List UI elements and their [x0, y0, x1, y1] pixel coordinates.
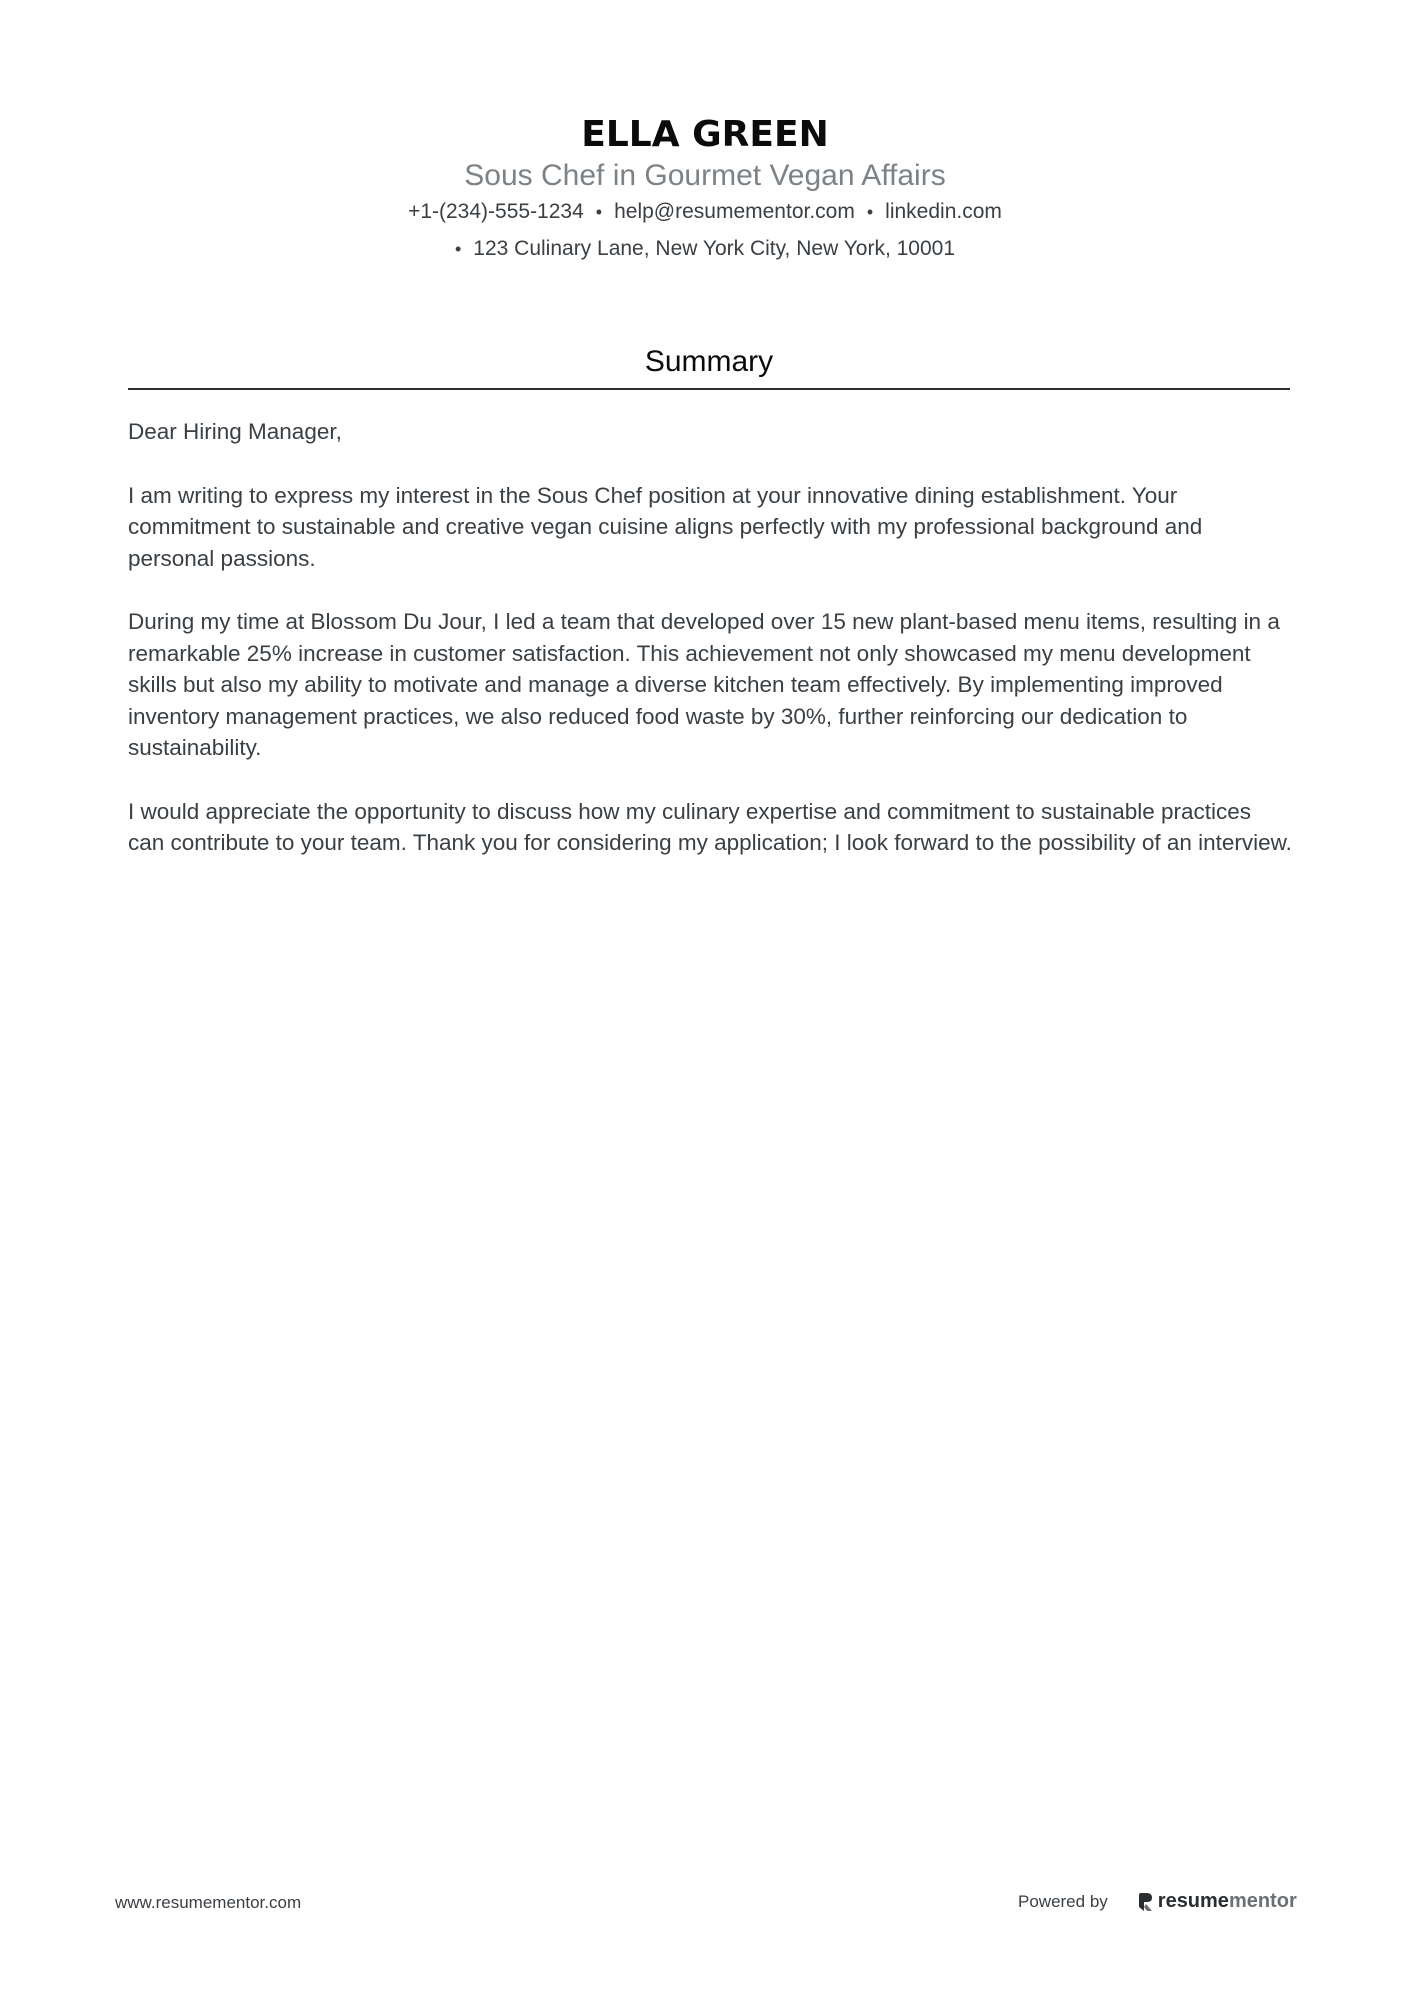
- logo-text-bold: resume: [1157, 1890, 1229, 1912]
- contact-line: [0, 198, 1410, 226]
- letter-body: [128, 416, 1292, 891]
- phone-number: +1-(234)-555-1234: [408, 200, 584, 223]
- letter-paragraph: I am writing to express my interest in the Sous Chef position at your innovative dining establishment. Your commitment to sustainable and creative vegan cuisine aligns perfectly with my professional background and personal passions.: [128, 482, 1203, 571]
- logo-text-light: mentor: [1228, 1890, 1297, 1912]
- section-divider: [128, 388, 1290, 390]
- contact-separator: •: [595, 202, 603, 222]
- letter-paragraph: During my time at Blossom Du Jour, I led a team that developed over 15 new plant-based menu items, resulting in a remarkable 25% increase in customer satisfaction. This achievement not only showcased my menu development skills but also my ability to motivate and manage a diverse kitchen team effectively. By implementing improved inventory management practices, we also reduced food waste by 30%, further reinforcing our dedication to sustainability.: [128, 609, 1280, 760]
- candidate-title: Sous Chef in Gourmet Vegan Affairs: [464, 159, 946, 192]
- address: 123 Culinary Lane, New York City, New York, 10001: [473, 237, 956, 260]
- linkedin-link[interactable]: linkedin.com: [885, 200, 1002, 223]
- candidate-name: ELLA GREEN: [581, 114, 829, 155]
- address-bullet: •: [454, 239, 462, 259]
- resumementor-logo[interactable]: [1138, 1890, 1297, 1913]
- contact-separator: •: [866, 202, 874, 222]
- letter-greeting: Dear Hiring Manager,: [128, 419, 342, 444]
- letter-paragraph: I would appreciate the opportunity to discuss how my culinary expertise and commitment to sustainable practices can contribute to your team. Thank you for considering my application; I look forward to the possibility of an interview.: [128, 798, 1292, 855]
- footer-website-link[interactable]: www.resumementor.com: [115, 1893, 302, 1912]
- footer-branding: [1018, 1890, 1297, 1913]
- email-address[interactable]: help@resumementor.com: [614, 200, 855, 223]
- resume-header: [0, 112, 1410, 263]
- logo-mark-icon: [1138, 1892, 1154, 1912]
- address-line: [0, 235, 1410, 263]
- section-title-summary: Summary: [644, 345, 774, 378]
- powered-by-label: Powered by: [1018, 1891, 1108, 1911]
